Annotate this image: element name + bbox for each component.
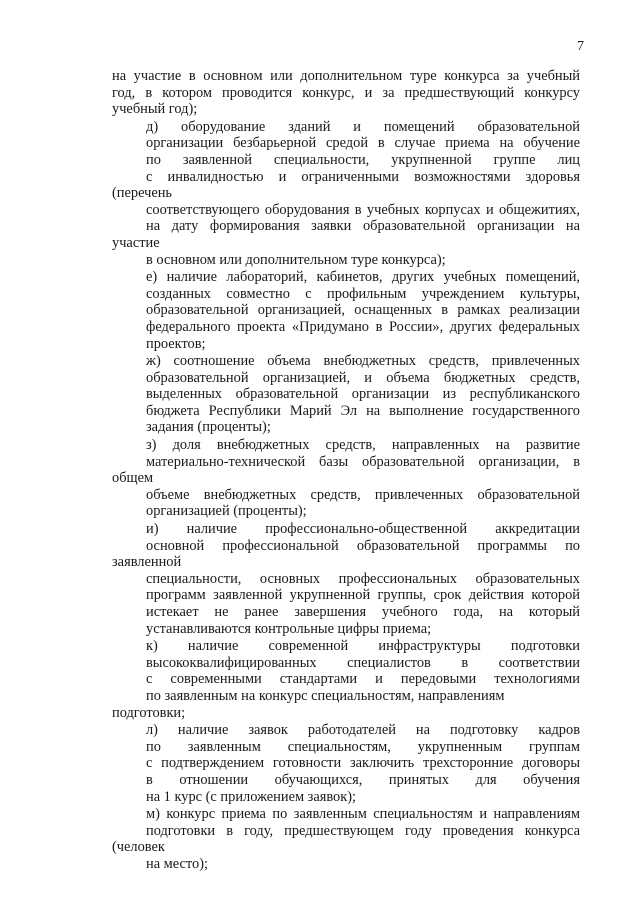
text-line: созданных совместно с профильным учреждением культуры,: [146, 285, 580, 302]
text-line: на участие в основном или дополнительном туре конкурса за учебный: [112, 68, 580, 84]
text-line: объеме внебюджетных средств, привлеченных образовательной: [146, 486, 580, 503]
text-line: в основном или дополнительном туре конкурса);: [146, 251, 446, 268]
text-line: к) наличие современной инфраструктуры подготовки: [146, 638, 580, 655]
text-line: бюджета Республики Марий Эл на выполнение государственного: [146, 402, 580, 419]
text-line: и) наличие профессионально-общественной аккредитации: [146, 521, 580, 538]
text-line: образовательной организацией, и объема бюджетных средств,: [146, 369, 580, 386]
paragraph: [112, 68, 580, 118]
paragraph: [112, 119, 580, 268]
text-line: по заявленной специальности, укрупненной группе лиц: [146, 151, 580, 168]
document-body: [112, 68, 580, 874]
text-line: м) конкурс приема по заявленным специальностям и направлениям: [146, 806, 580, 823]
text-line: год, в котором проводится конкурс, и за предшествующий конкурсу: [112, 84, 580, 101]
text-line: материально-технической базы образовательной организации, в общем: [112, 453, 580, 487]
text-line: ж) соотношение объема внебюджетных средств, привлеченных: [146, 353, 580, 370]
text-line: устанавливаются контрольные цифры приема;: [146, 620, 432, 637]
text-line: в отношении обучающихся, принятых для обучения: [146, 771, 580, 788]
text-line: программ заявленной укрупненной группы, срок действия которой: [146, 587, 580, 604]
text-line: подготовки в году, предшествующем году проведения конкурса (человек: [112, 822, 580, 856]
text-line: выделенных образовательной организации из республиканского: [146, 386, 580, 403]
paragraph: [112, 521, 580, 637]
text-line: на 1 курс (с приложением заявок);: [146, 788, 357, 805]
text-line: з) доля внебюджетных средств, направленных на развитие: [146, 437, 580, 454]
paragraph: [112, 722, 580, 805]
text-line: высококвалифицированных специалистов в соответствии: [146, 654, 580, 671]
text-line: основной профессиональной образовательной программы по заявленной: [112, 537, 580, 571]
paragraph: [112, 638, 580, 721]
text-line: на дату формирования заявки образовательной организации на участие: [112, 218, 580, 251]
text-line: проектов;: [146, 335, 206, 352]
text-line: с инвалидностью и ограниченными возможностями здоровья (перечень: [112, 168, 580, 202]
text-line: по заявленным на конкурс специальностям, направлениям подготовки;: [112, 687, 505, 721]
text-line: е) наличие лабораторий, кабинетов, других учебных помещений,: [146, 269, 580, 286]
text-line: с современными стандартами и передовыми технологиями: [146, 671, 580, 688]
text-line: л) наличие заявок работодателей на подготовку кадров: [146, 722, 580, 739]
paragraph: [112, 806, 580, 872]
page-number: 7: [577, 39, 584, 54]
text-line: специальности, основных профессиональных образовательных: [146, 570, 580, 587]
paragraph: [112, 437, 580, 520]
text-line: федерального проекта «Придумано в России», других федеральных: [146, 318, 580, 335]
text-line: образовательной организацией, оснащенных в рамках реализации: [146, 302, 580, 319]
paragraph: [112, 269, 580, 352]
text-line: организацией (проценты);: [146, 503, 307, 520]
text-line: с подтверждением готовности заключить трехсторонние договоры: [146, 755, 580, 772]
text-line: соответствующего оборудования в учебных корпусах и общежитиях,: [146, 201, 580, 218]
text-line: на место);: [146, 855, 209, 872]
text-line: задания (проценты);: [146, 419, 271, 436]
text-line: по заявленным специальностям, укрупненным группам: [146, 738, 580, 755]
paragraph: [112, 353, 580, 436]
text-line: учебный год);: [112, 101, 198, 118]
text-line: организации безбарьерной средой в случае приема на обучение: [146, 135, 580, 152]
text-line: д) оборудование зданий и помещений образовательной: [146, 118, 580, 135]
text-line: истекает не ранее завершения учебного года, на который: [146, 604, 580, 620]
